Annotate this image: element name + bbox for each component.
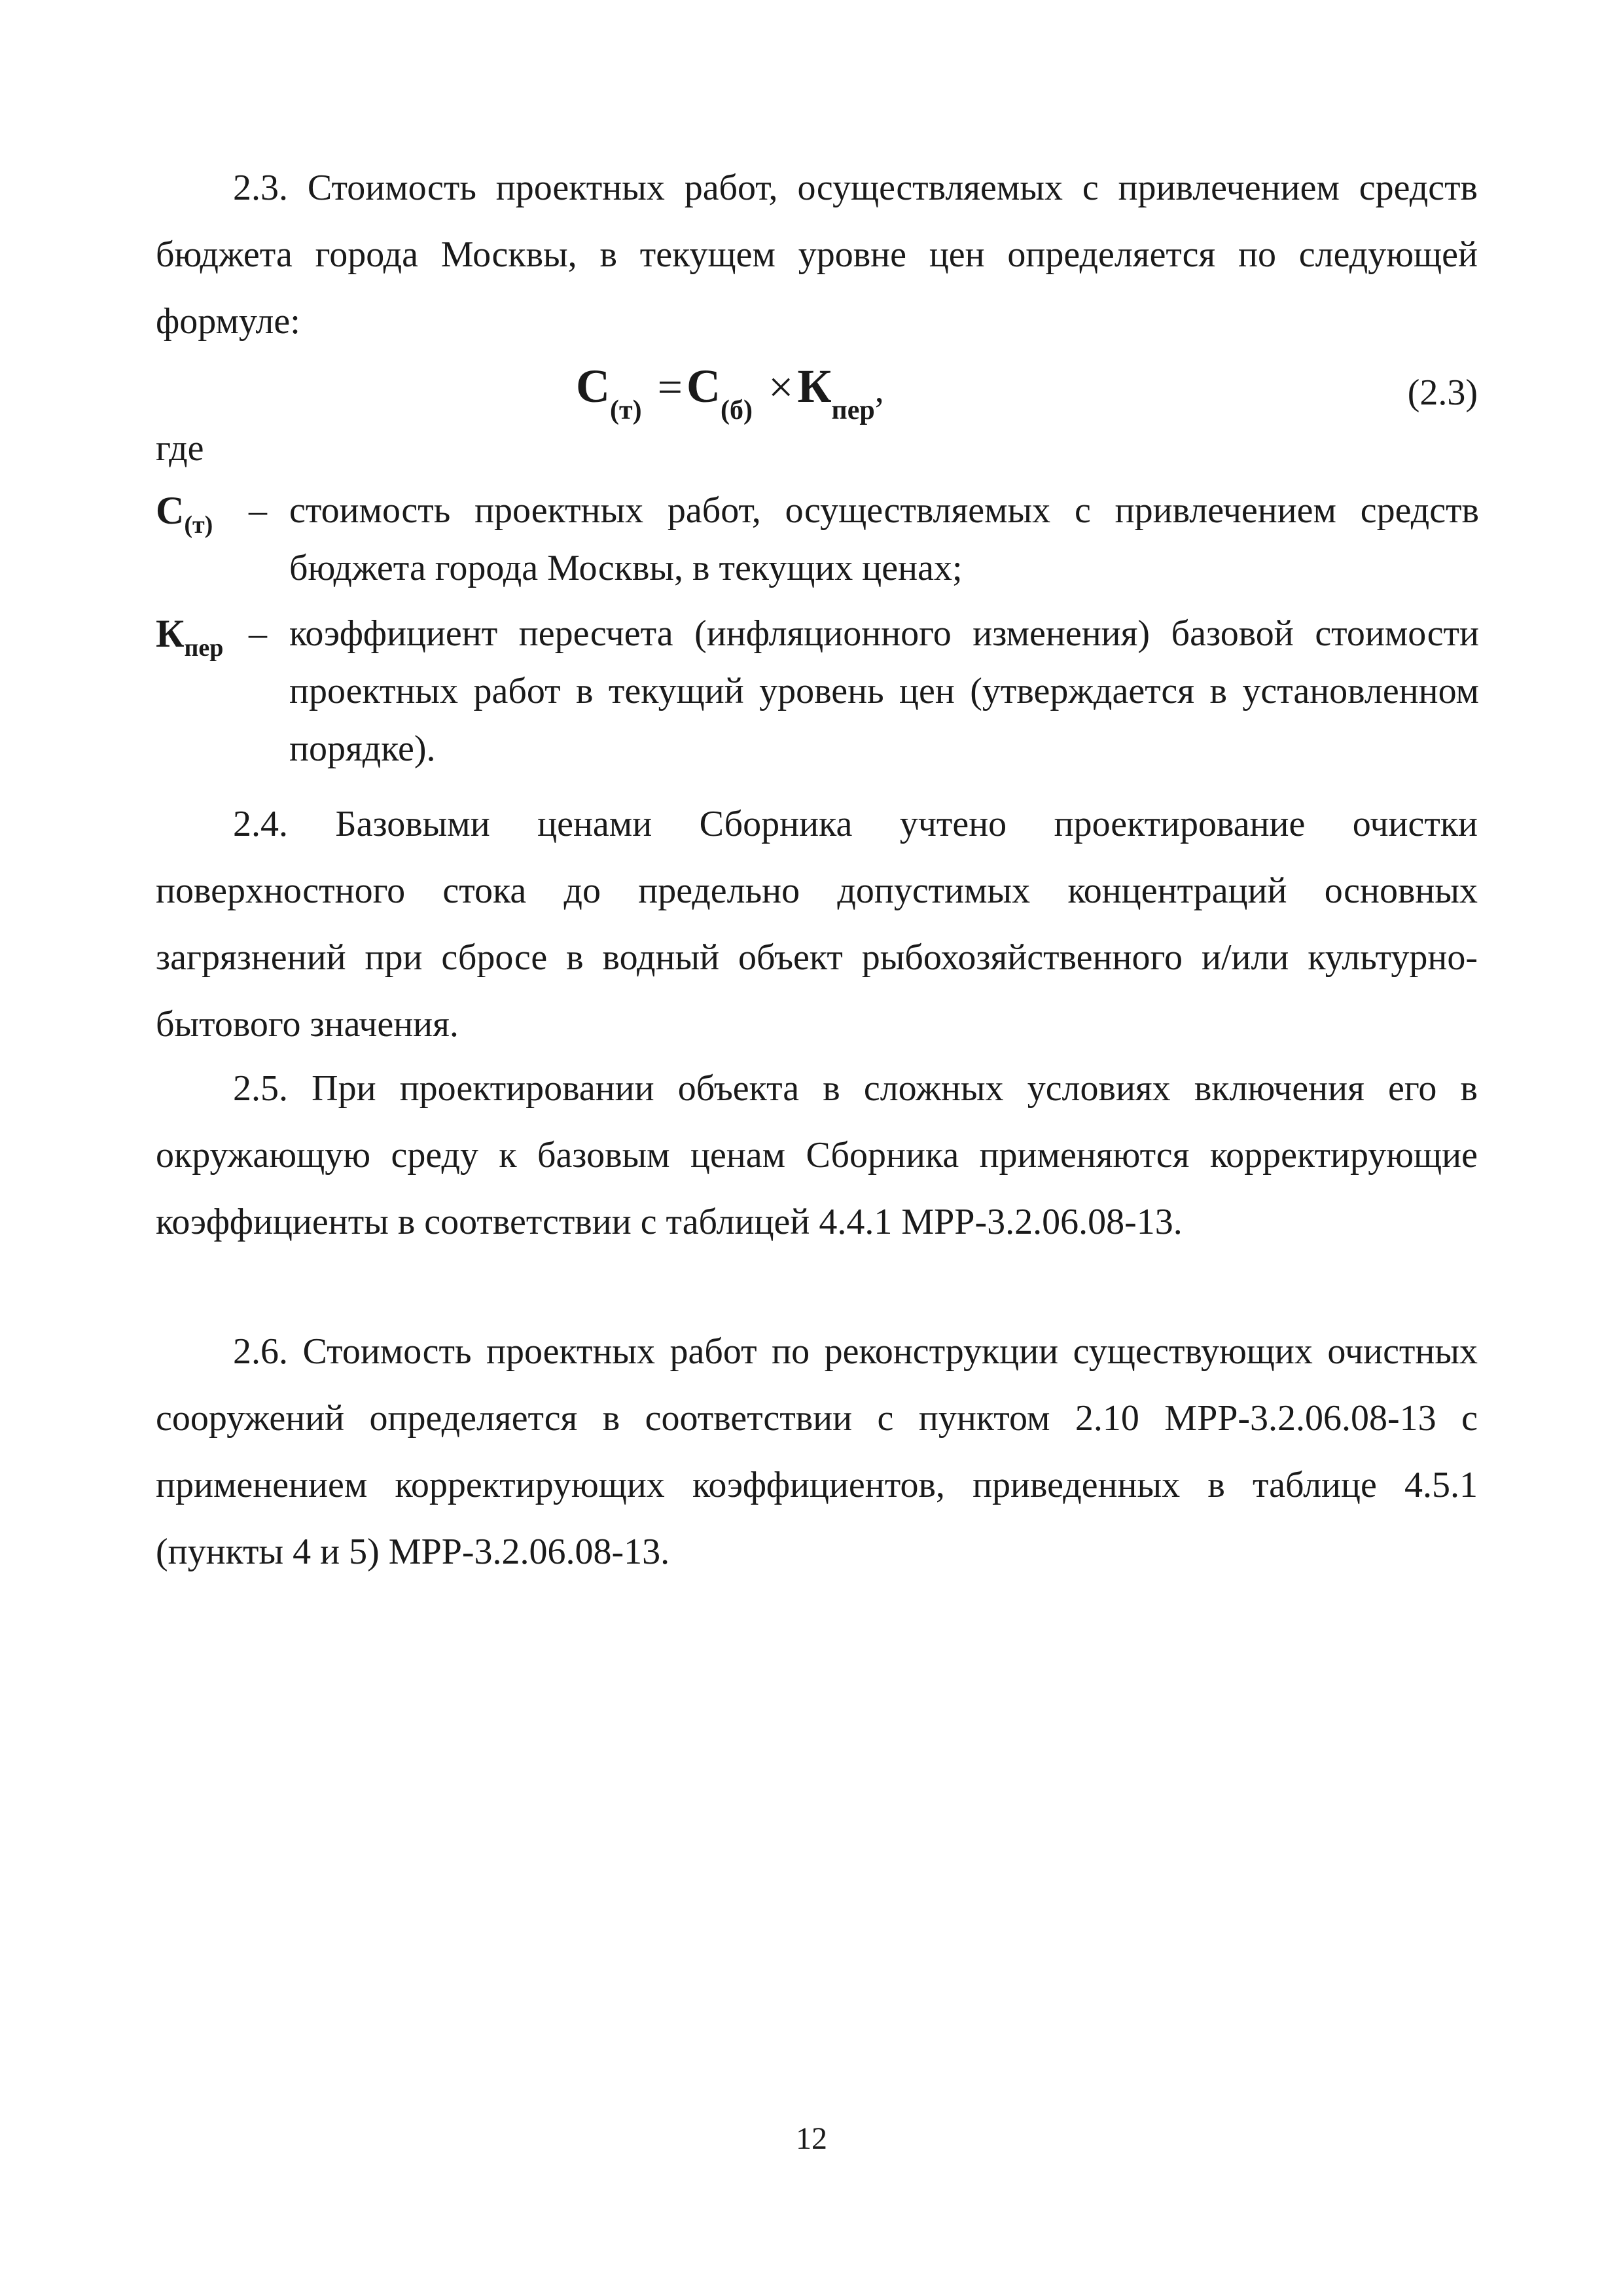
definition-symbol-sub: пер	[184, 634, 224, 662]
formula-c-base: С	[686, 360, 721, 412]
definition-symbol	[156, 605, 223, 668]
definition-symbol-sub: (т)	[184, 511, 213, 539]
definition-dash: –	[249, 613, 267, 654]
formula-comma: ,	[874, 370, 884, 410]
paragraph-2-4: 2.4. Базовыми ценами Сборника учтено проектирование очистки поверхностного стока до предельно допустимых концентраций основных загрязнений при сбросе в водный объект рыбохозяйственного и/или культурно-бытового значения.	[156, 804, 1478, 1045]
paragraph-2-6: 2.6. Стоимость проектных работ по реконструкции существующих очистных сооружений определяется в соответствии с пунктом 2.10 МРР-3.2.06.08-13 с применением корректирующих коэффициентов, приведенных в таблице 4.5.1 (пункты 4 и 5) МРР-3.2.06.08-13.	[156, 1331, 1478, 1572]
definition-dash: –	[249, 490, 267, 531]
where-label: где	[156, 428, 204, 469]
formula-times: ×	[768, 362, 794, 412]
definition-symbol	[156, 482, 213, 545]
formula-k-sub: пер	[831, 395, 875, 425]
definition-symbol-main: К	[156, 612, 185, 655]
page-number: 12	[796, 2121, 827, 2156]
formula-equals: =	[657, 362, 683, 412]
paragraph-2-3: 2.3. Стоимость проектных работ, осуществляемых с привлечением средств бюджета города Москвы, в текущем уровне цен определяется по следующей формуле:	[156, 168, 1478, 342]
equation-number: (2.3)	[1407, 372, 1478, 413]
definition-text: стоимость проектных работ, осуществляемых с привлечением средств бюджета города Москвы, в текущих ценах;	[289, 490, 1479, 588]
definition-symbol-main: С	[156, 489, 185, 532]
definition-text: коэффициент пересчета (инфляционного изменения) базовой стоимости проектных работ в текущий уровень цен (утверждается в установленном порядке).	[289, 613, 1479, 769]
formula-c-current: С	[576, 360, 610, 412]
formula-k: К	[797, 360, 832, 412]
formula-2-3	[576, 353, 884, 426]
paragraph-2-5: 2.5. При проектировании объекта в сложных условиях включения его в окружающую среду к базовым ценам Сборника применяются корректирующие коэффициенты в соответствии с таблицей 4.4.1 МРР-3.2.06.08-13.	[156, 1068, 1478, 1242]
formula-c-base-sub: (б)	[720, 395, 753, 425]
formula-c-current-sub: (т)	[610, 395, 642, 425]
definition-c-current	[156, 482, 1478, 600]
definition-k-per	[156, 605, 1478, 781]
